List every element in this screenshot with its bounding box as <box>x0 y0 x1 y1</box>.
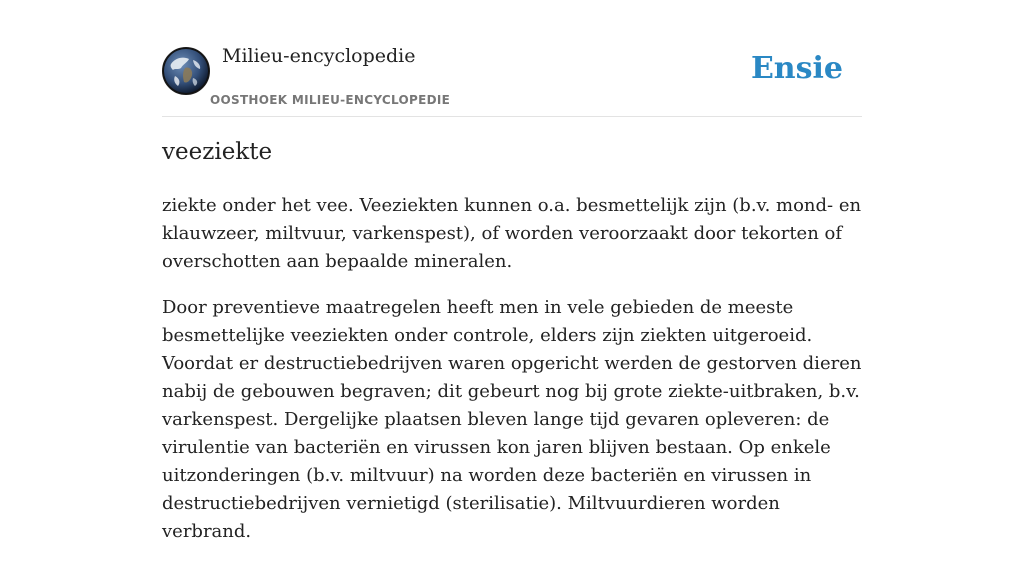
earth-globe-icon[interactable] <box>162 47 210 95</box>
site-header <box>162 0 862 117</box>
article-paragraph: Door preventieve maatregelen heeft men in vele gebieden de meeste besmettelijke veeziekten onder controle, elders zijn ziekten uitgeroeid. Voordat er destructiebedrijven waren opgericht werden de gestorven dieren nabij de gebouwen begraven; dit gebeurt nog bij grote ziekte-uitbraken, b.v. varkenspest. Dergelijke plaatsen bleven lange tijd gevaren opleveren: de virulentie van bacteriën en virussen kon jaren blijven bestaan. Op enkele uitzonderingen (b.v. miltvuur) na worden deze bacteriën en virussen in destructiebedrijven vernietigd (sterilisatie). Miltvuurdieren worden verbrand. <box>162 297 862 542</box>
site-title[interactable]: Milieu-encyclopedie <box>222 45 416 67</box>
article-title: veeziekte <box>162 139 273 165</box>
article-body <box>162 192 862 564</box>
site-subtitle[interactable]: OOSTHOEK MILIEU-ENCYCLOPEDIE <box>210 93 451 107</box>
article-paragraph: ziekte onder het vee. Veeziekten kunnen o.a. besmettelijk zijn (b.v. mond- en klauwzeer, miltvuur, varkenspest), of worden veroorzaakt door tekorten of overschotten aan bepaalde mineralen. <box>162 195 862 272</box>
content-container <box>162 0 862 542</box>
brand-logo[interactable]: Ensie <box>750 51 843 86</box>
